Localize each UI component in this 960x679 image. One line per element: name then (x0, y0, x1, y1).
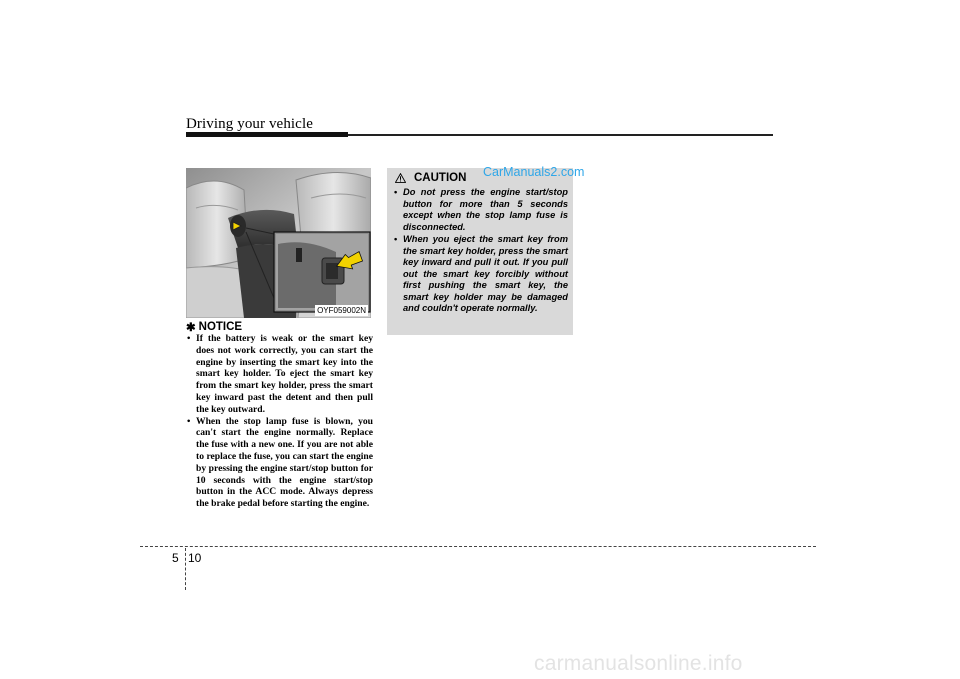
warning-triangle-icon (395, 173, 406, 183)
notice-heading-text: NOTICE (198, 321, 243, 333)
footer-chapter-number: 5 (172, 551, 179, 565)
photo-illustration (186, 168, 371, 318)
bottom-watermark: carmanualsonline.info (534, 652, 743, 675)
notice-item: • If the battery is weak or the smart key does not work correctly, you can start the engine by inserting the smart key into the smart key holder. To eject the smart key from the smart key holder, press the smart key inward past the detent and then pull the key outward. (186, 333, 373, 416)
footer-page-number: 10 (188, 551, 202, 565)
footer-divider (185, 548, 186, 590)
notice-heading (186, 320, 242, 334)
caution-item: • When you eject the smart key from the smart key holder, press the smart key inward and pull it out. If you pull out the smart key forcibly without first pushing the smart key, the smart key holder may be damaged and couldn't operate normally. (393, 234, 568, 315)
notice-symbol-icon: ✱ (186, 322, 196, 334)
page-header-title: Driving your vehicle (186, 116, 313, 132)
footer-rule (140, 546, 816, 547)
figure-code: OYF059002N (317, 306, 366, 315)
header-rule-accent (186, 132, 348, 137)
caution-list (393, 187, 568, 316)
smart-key-holder-photo (186, 168, 371, 318)
notice-item: • When the stop lamp fuse is blown, you can't start the engine normally. Replace the fuse with a new one. If you are not able to replace the fuse, you can start the engine by pressing the engine start/stop button for 10 seconds with the engine start/stop button in the ACC mode. Always depress the brake pedal before starting the engine. (186, 416, 373, 510)
site-watermark: CarManuals2.com (483, 165, 585, 179)
caution-heading-text: CAUTION (414, 172, 467, 184)
caution-item: • Do not press the engine start/stop button for more than 5 seconds except when the stop lamp fuse is disconnected. (393, 187, 568, 233)
notice-list (186, 333, 373, 510)
caution-heading (395, 172, 466, 184)
